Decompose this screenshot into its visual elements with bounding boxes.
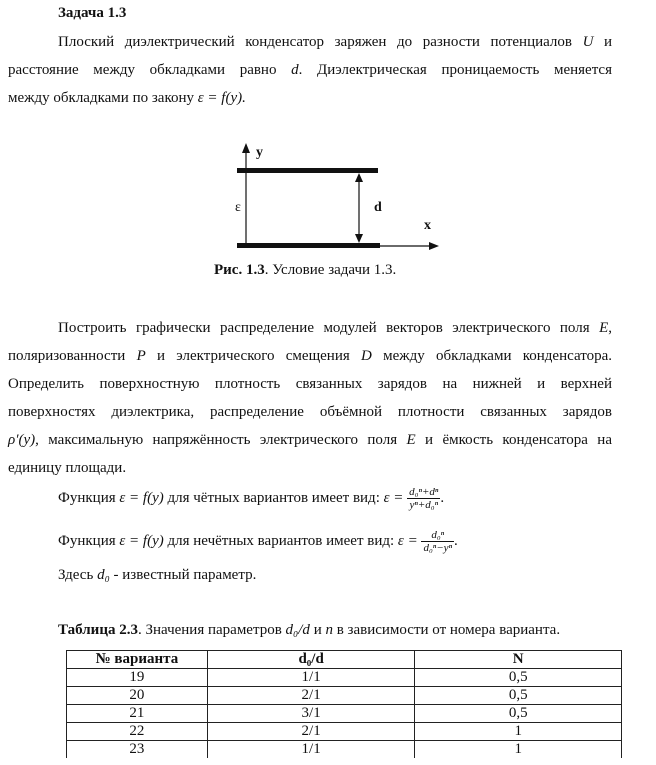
cell-n: 0,5 [415, 669, 622, 687]
cell-variant: 22 [67, 723, 208, 741]
cell-d0-d: 3/1 [207, 705, 415, 723]
y-axis-arrow-icon [242, 143, 250, 153]
function-odd [58, 529, 458, 554]
parameters-table [66, 650, 622, 758]
table-row [67, 687, 622, 705]
even-denominator: yⁿ+d₀ⁿ [409, 499, 439, 511]
header-n: N [415, 651, 622, 669]
table-row [67, 705, 622, 723]
assignment-line-1 [8, 314, 612, 342]
function-even-prefix: Функция [58, 489, 120, 506]
comma: , [608, 320, 612, 336]
epsilon-label: ε [235, 200, 241, 215]
assignment-text-5: , максимальную напряжённость электрического поля [35, 432, 407, 448]
table-row [67, 723, 622, 741]
note-text: - известный параметр. [109, 567, 257, 583]
cell-variant: 23 [67, 741, 208, 759]
table-caption-param: d₀/d [285, 622, 310, 638]
bottom-plate [237, 243, 380, 248]
intro-text-3: между обкладками по закону [8, 90, 198, 106]
assignment-paragraph [8, 314, 612, 482]
law-formula: ε = f(y). [197, 90, 246, 106]
assignment-line-5 [8, 426, 612, 454]
var-rho: ρ′(y) [8, 432, 36, 448]
cell-n: 0,5 [415, 705, 622, 723]
period-odd: . [454, 532, 458, 549]
even-numerator: d₀ⁿ+dⁿ [409, 486, 439, 498]
assignment-line-2 [8, 342, 612, 370]
note-param: d₀ [97, 567, 110, 583]
table-caption-number: Таблица 2.3 [58, 622, 138, 638]
assignment-line-6: единицу площади. [8, 460, 127, 476]
cell-n: 0,5 [415, 687, 622, 705]
distance-label: d [374, 200, 382, 215]
cell-d0-d: 2/1 [207, 687, 415, 705]
assignment-text-2c: между обкладками конденсатора. [371, 348, 612, 364]
note-prefix: Здесь [58, 567, 98, 583]
var-d: d [291, 62, 299, 78]
intro-text-2: расстояние между обкладками равно [8, 62, 292, 78]
function-even [58, 486, 444, 511]
distance-arrow-down-icon [355, 234, 363, 243]
var-U: U [582, 34, 594, 50]
task-title: Задача 1.3 [58, 5, 127, 21]
intro-text-2b: . Диэлектрическая проницаемость меняется [298, 62, 612, 78]
header-d0-d: d₀/d [207, 651, 415, 669]
function-even-text: для чётных вариантов имеет вид: [163, 489, 384, 506]
parameter-note [58, 567, 256, 584]
axis-y-label: y [256, 145, 263, 160]
cell-variant: 21 [67, 705, 208, 723]
figure-caption-number: Рис. 1.3 [214, 262, 265, 278]
var-P: P [136, 348, 146, 364]
cell-n: 1 [415, 741, 622, 759]
odd-fraction [421, 529, 454, 554]
top-plate [237, 168, 378, 173]
figure-caption-text: . Условие задачи 1.3. [264, 262, 397, 278]
distance-arrow-up-icon [355, 173, 363, 182]
figure-caption [214, 262, 396, 279]
cell-d0-d: 1/1 [207, 741, 415, 759]
eps-equals-odd: ε = [397, 532, 418, 549]
assignment-text-2b: и электрического смещения [145, 348, 362, 364]
assignment-text-1: Построить графически распределение модулей векторов электрического поля [58, 320, 600, 336]
odd-numerator: d₀ⁿ [421, 529, 454, 542]
var-E-2: E [406, 432, 416, 448]
odd-denominator: d₀ⁿ−yⁿ [423, 542, 453, 554]
cell-n: 1 [415, 723, 622, 741]
eps-equals: ε = [383, 489, 404, 506]
header-variant: № варианта [67, 651, 208, 669]
x-axis-arrow-icon [429, 242, 439, 250]
even-fraction [407, 486, 440, 511]
cell-d0-d: 2/1 [207, 723, 415, 741]
table-caption-text-3: в зависимости от номера варианта. [332, 622, 561, 638]
function-even-law: ε = f(y) [119, 489, 164, 506]
table-row [67, 741, 622, 759]
axis-x-label: x [424, 218, 431, 233]
function-odd-text: для нечётных вариантов имеет вид: [163, 532, 398, 549]
function-odd-prefix: Функция [58, 532, 120, 549]
table-header-row [67, 651, 622, 669]
assignment-text-5b: и ёмкость конденсатора на [415, 432, 612, 448]
capacitor-diagram [0, 0, 656, 300]
cell-variant: 20 [67, 687, 208, 705]
table-caption-text-2: и [309, 622, 326, 638]
cell-d0-d: 1/1 [207, 669, 415, 687]
assignment-line-4: поверхностях диэлектрика, распределение объёмной плотности связанных зарядов [8, 404, 612, 420]
assignment-line-3: Определить поверхностную плотность связанных зарядов на нижней и верхней [8, 376, 612, 392]
table-caption-n: n [325, 622, 333, 638]
function-odd-law: ε = f(y) [119, 532, 164, 549]
cell-variant: 19 [67, 669, 208, 687]
table-caption-text-1: . Значения параметров [137, 622, 286, 638]
table-row [67, 669, 622, 687]
assignment-text-2: поляризованности [8, 348, 137, 364]
table-caption [58, 622, 560, 639]
var-E: E [599, 320, 609, 336]
intro-text-1: Плоский диэлектрический конденсатор заряжен до разности потенциалов [58, 34, 583, 50]
intro-and: и [593, 34, 612, 50]
period: . [440, 489, 445, 506]
var-D: D [361, 348, 372, 364]
